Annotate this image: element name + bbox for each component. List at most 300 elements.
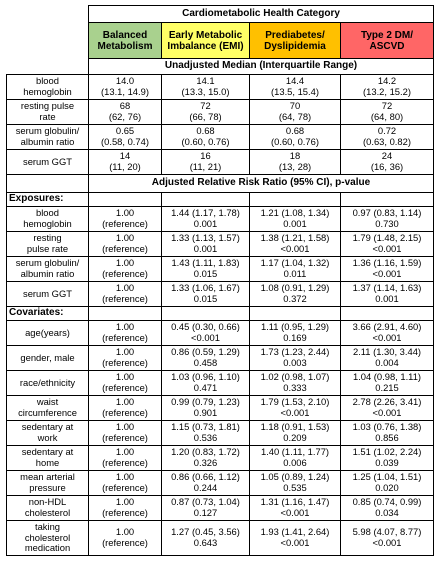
cell-line: cholesterol — [24, 531, 71, 543]
cell-line: 72 — [200, 100, 211, 112]
exposure-value-cell — [250, 282, 341, 307]
cell-line: blood — [36, 207, 59, 219]
exposure-row-label — [7, 282, 89, 307]
cell-line: 18 — [289, 150, 301, 162]
cell-line: 1.37 (1.14, 1.63) — [352, 282, 422, 294]
cell-line: 1.36 (1.16, 1.59) — [352, 257, 422, 269]
cell-line: (0.58, 0.74) — [101, 136, 149, 147]
cell-line: resting pulse — [20, 100, 75, 112]
covariate-row-label — [7, 446, 89, 471]
median-value-cell — [341, 150, 434, 175]
cell-line: 1.11 (0.95, 1.29) — [260, 321, 330, 333]
covariate-value-cell — [89, 371, 162, 396]
cell-line: 2.78 (2.26, 3.41) — [352, 396, 422, 408]
cell-line: 0.97 (0.83, 1.14) — [352, 207, 422, 219]
median-value-cell — [162, 100, 250, 125]
cell-line: (reference) — [102, 537, 148, 548]
median-row-label — [7, 150, 89, 175]
cell-line: 0.004 — [375, 357, 399, 368]
cell-line: 1.20 (0.83, 1.72) — [171, 446, 240, 458]
cell-line: 0.471 — [193, 382, 218, 393]
cell-line: 0.001 — [283, 218, 307, 229]
exposure-value-cell — [341, 282, 434, 307]
median-value-cell — [341, 75, 434, 100]
cell-line: 0.535 — [283, 482, 307, 493]
table-title: Cardiometabolic Health Category — [89, 6, 434, 23]
cell-line: mean arterial — [20, 471, 75, 483]
cell-line: 0.86 (0.66, 1.12) — [171, 471, 240, 483]
exposure-value-cell — [162, 207, 250, 232]
median-section-header: Unadjusted Median (Interquartile Range) — [89, 59, 434, 75]
cell-line: (reference) — [102, 357, 148, 368]
covariate-row-label — [7, 521, 89, 556]
cell-line: 0.45 (0.30, 0.66) — [171, 321, 240, 333]
cell-line: 0.99 (0.79, 1.23) — [171, 396, 240, 408]
covariates-label: Covariates: — [7, 307, 89, 321]
cell-line: 1.15 (0.73, 1.81) — [171, 421, 240, 433]
covariate-value-cell — [162, 346, 250, 371]
cell-line: 1.00 — [115, 421, 135, 433]
cell-line: 1.79 (1.53, 2.10) — [260, 396, 330, 408]
covariate-row — [7, 521, 434, 556]
cell-line: serum GGT — [23, 287, 72, 299]
covariate-value-cell — [89, 446, 162, 471]
cell-line: (11, 20) — [109, 161, 141, 172]
cell-line: 1.00 — [115, 282, 135, 294]
cell-line: work — [37, 432, 58, 443]
cell-line: 0.015 — [193, 268, 218, 279]
median-value-cell — [89, 150, 162, 175]
exposure-row — [7, 232, 434, 257]
covariate-value-cell — [162, 371, 250, 396]
cell-line: 1.73 (1.23, 2.44) — [260, 346, 330, 358]
covariate-row — [7, 346, 434, 371]
cell-line: 1.21 (1.08, 1.34) — [260, 207, 330, 219]
covariate-value-cell — [162, 396, 250, 421]
cell-line: 1.43 (1.11, 1.83) — [171, 257, 240, 269]
covariate-row — [7, 371, 434, 396]
group-header-2 — [162, 23, 250, 59]
group-header-line: Balanced — [102, 29, 148, 41]
cell-line: 1.00 — [115, 526, 135, 538]
exposure-value-cell — [89, 282, 162, 307]
cell-line: 1.00 — [115, 346, 135, 358]
cell-line: pulse rate — [26, 243, 69, 254]
covariate-value-cell — [341, 471, 434, 496]
cell-line: 1.00 — [115, 371, 135, 383]
cell-line: 0.169 — [283, 332, 307, 343]
group-header-row — [7, 23, 434, 59]
covariate-value-cell — [89, 321, 162, 346]
rr-section-header: Adjusted Relative Risk Ratio (95% CI), p-value — [89, 175, 434, 193]
cell-line: <0.001 — [372, 537, 402, 548]
exposure-value-cell — [341, 207, 434, 232]
cell-line: (reference) — [102, 293, 148, 304]
cell-line: 0.326 — [193, 457, 218, 468]
cell-line: 0.006 — [283, 457, 307, 468]
exposure-row — [7, 207, 434, 232]
group-header-line: Dyslipidemia — [264, 40, 326, 52]
covariate-row-label — [7, 396, 89, 421]
cell-line: (13.2, 15.2) — [363, 86, 411, 97]
cell-line: 0.333 — [283, 382, 307, 393]
cell-line: non-HDL — [28, 496, 67, 508]
covariate-row-label — [7, 371, 89, 396]
cell-line: <0.001 — [280, 507, 310, 518]
group-header-line: Prediabetes/ — [265, 29, 325, 41]
covariate-row — [7, 321, 434, 346]
median-value-cell — [250, 75, 341, 100]
cell-line: 1.02 (0.98, 1.07) — [260, 371, 330, 383]
median-row-label — [7, 75, 89, 100]
exposure-value-cell — [162, 282, 250, 307]
group-header-line: Metabolism — [97, 40, 153, 52]
covariate-value-cell — [341, 346, 434, 371]
median-value-cell — [162, 150, 250, 175]
empty-cell — [89, 193, 162, 207]
covariate-row — [7, 396, 434, 421]
covariate-value-cell — [341, 446, 434, 471]
median-row — [7, 75, 434, 100]
blank-cell — [7, 175, 89, 193]
covariate-row — [7, 471, 434, 496]
covariate-value-cell — [341, 521, 434, 556]
cell-line: <0.001 — [372, 243, 402, 254]
covariate-value-cell — [250, 346, 341, 371]
cell-line: (11, 21) — [189, 161, 222, 172]
cell-line: 0.372 — [283, 293, 307, 304]
covariate-value-cell — [250, 521, 341, 556]
exposure-row-label — [7, 232, 89, 257]
median-header-row — [7, 59, 434, 75]
cell-line: 14 — [119, 150, 131, 162]
cell-line: hemoglobin — [23, 86, 72, 97]
cell-line: 0.209 — [283, 432, 307, 443]
covariate-value-cell — [162, 446, 250, 471]
group-header-3 — [250, 23, 341, 59]
group-header-line: ASCVD — [369, 40, 405, 52]
exposure-value-cell — [89, 207, 162, 232]
cell-line: (reference) — [102, 382, 148, 393]
median-value-cell — [89, 100, 162, 125]
cell-line: 0.039 — [375, 457, 399, 468]
cell-line: 0.86 (0.59, 1.29) — [171, 346, 240, 358]
cell-line: serum globulin/ — [15, 257, 80, 269]
cell-line: 0.68 — [285, 125, 305, 137]
cell-line: 1.00 — [115, 396, 135, 408]
cell-line: 0.65 — [115, 125, 135, 137]
cell-line: 1.79 (1.48, 2.15) — [352, 232, 422, 244]
empty-cell — [250, 193, 341, 207]
cell-line: 1.00 — [115, 471, 135, 483]
exposure-value-cell — [250, 207, 341, 232]
cell-line: 1.33 (1.06, 1.67) — [171, 282, 240, 294]
cell-line: 0.127 — [193, 507, 218, 518]
cell-line: (reference) — [102, 332, 148, 343]
cell-line: 14.4 — [285, 75, 305, 87]
covariate-value-cell — [341, 421, 434, 446]
cell-line: 1.04 (0.98, 1.11) — [352, 371, 422, 383]
covariate-value-cell — [250, 371, 341, 396]
cell-line: 0.020 — [375, 482, 399, 493]
covariate-value-cell — [341, 396, 434, 421]
cell-line: 1.08 (0.91, 1.29) — [260, 282, 330, 294]
cell-line: 70 — [289, 100, 301, 112]
cell-line: waist — [36, 396, 59, 408]
cell-line: 5.98 (4.07, 8.77) — [352, 526, 422, 538]
exposures-label-row — [7, 193, 434, 207]
cell-line: 0.901 — [193, 407, 218, 418]
covariate-row-label — [7, 496, 89, 521]
cell-line: gender, male — [20, 351, 75, 363]
cell-line: 0.643 — [193, 537, 218, 548]
group-header-line: Imbalance (EMI) — [167, 40, 244, 52]
cell-line: 1.05 (0.89, 1.24) — [260, 471, 330, 483]
cell-line: 1.18 (0.91, 1.53) — [260, 421, 330, 433]
group-header-4 — [341, 23, 434, 59]
cell-line: 14.0 — [115, 75, 135, 87]
cell-line: 0.011 — [283, 268, 307, 279]
cell-line: serum globulin/ — [15, 125, 80, 137]
covariate-row-label — [7, 321, 89, 346]
cell-line: 0.034 — [375, 507, 399, 518]
cell-line: 1.38 (1.21, 1.58) — [260, 232, 330, 244]
covariate-value-cell — [250, 446, 341, 471]
covariate-value-cell — [162, 421, 250, 446]
cell-line: <0.001 — [372, 332, 402, 343]
group-header-1 — [89, 23, 162, 59]
covariate-value-cell — [341, 371, 434, 396]
cell-line: 0.730 — [375, 218, 399, 229]
blank-cell — [7, 59, 89, 75]
median-value-cell — [250, 150, 341, 175]
exposure-value-cell — [250, 257, 341, 282]
covariate-row-label — [7, 346, 89, 371]
cell-line: 14.1 — [196, 75, 215, 87]
empty-cell — [89, 307, 162, 321]
cell-line: 1.00 — [115, 207, 135, 219]
exposures-label: Exposures: — [7, 193, 89, 207]
cell-line: 1.00 — [115, 446, 135, 458]
cell-line: (13, 28) — [278, 161, 312, 172]
cell-line: age(years) — [25, 326, 70, 338]
cell-line: 0.68 — [196, 125, 215, 137]
cell-line: home — [35, 457, 60, 468]
cell-line: (reference) — [102, 457, 148, 468]
covariate-value-cell — [341, 321, 434, 346]
cell-line: 2.11 (1.30, 3.44) — [352, 346, 422, 358]
cell-line: taking — [34, 521, 61, 533]
cell-line: serum GGT — [23, 155, 72, 167]
cell-line: 1.25 (1.04, 1.51) — [352, 471, 422, 483]
covariate-value-cell — [250, 396, 341, 421]
cell-line: 0.001 — [193, 243, 218, 254]
exposure-value-cell — [89, 257, 162, 282]
covariate-value-cell — [89, 471, 162, 496]
cell-line: circumference — [18, 407, 77, 418]
exposure-value-cell — [162, 257, 250, 282]
cell-line: (reference) — [102, 482, 148, 493]
cell-line: 0.001 — [193, 218, 218, 229]
cell-line: 1.40 (1.11, 1.77) — [260, 446, 330, 458]
cell-line: (13.5, 15.4) — [271, 86, 319, 97]
median-row — [7, 100, 434, 125]
exposure-value-cell — [162, 232, 250, 257]
cell-line: hemoglobin — [23, 218, 72, 229]
cell-line: 0.72 — [377, 125, 397, 137]
exposure-value-cell — [250, 232, 341, 257]
empty-cell — [341, 307, 434, 321]
exposure-value-cell — [341, 232, 434, 257]
cell-line: cholesterol — [24, 507, 71, 518]
cell-line: 1.33 (1.13, 1.57) — [171, 232, 240, 244]
covariate-value-cell — [250, 471, 341, 496]
cell-line: (62, 76) — [108, 111, 142, 122]
cell-line: albumin ratio — [20, 268, 75, 279]
median-row-label — [7, 125, 89, 150]
cell-line: sedentary at — [21, 421, 74, 433]
cell-line: 1.17 (1.04, 1.32) — [260, 257, 330, 269]
table-container — [6, 5, 433, 556]
median-value-cell — [162, 125, 250, 150]
covariate-row — [7, 446, 434, 471]
cell-line: (64, 78) — [278, 111, 312, 122]
blank-cell — [7, 23, 89, 59]
covariate-row — [7, 421, 434, 446]
cell-line: (13.1, 14.9) — [101, 86, 149, 97]
cell-line: 1.03 (0.96, 1.10) — [171, 371, 240, 383]
covariate-value-cell — [341, 496, 434, 521]
cell-line: 1.00 — [115, 257, 135, 269]
cell-line: 0.215 — [375, 382, 399, 393]
cell-line: 1.00 — [115, 496, 135, 508]
median-row — [7, 150, 434, 175]
cell-line: (64, 80) — [370, 111, 404, 122]
cell-line: pressure — [29, 482, 66, 493]
cell-line: 1.03 (0.76, 1.38) — [352, 421, 422, 433]
cell-line: (reference) — [102, 407, 148, 418]
cell-line: 1.27 (0.45, 3.56) — [171, 526, 240, 538]
cell-line: 0.015 — [193, 293, 218, 304]
cell-line: 1.00 — [115, 232, 135, 244]
median-value-cell — [341, 125, 434, 150]
cell-line: (reference) — [102, 218, 148, 229]
cell-line: <0.001 — [372, 407, 402, 418]
cell-line: <0.001 — [280, 537, 310, 548]
covariate-value-cell — [89, 521, 162, 556]
cell-line: rate — [39, 111, 56, 122]
cell-line: medication — [24, 542, 71, 554]
cell-line: (reference) — [102, 268, 148, 279]
cell-line: 0.85 (0.74, 0.99) — [352, 496, 422, 508]
cell-line: 16 — [200, 150, 211, 162]
cell-line: 0.003 — [283, 357, 307, 368]
cell-line: (66, 78) — [189, 111, 222, 122]
cell-line: <0.001 — [191, 332, 220, 343]
cell-line: <0.001 — [280, 407, 310, 418]
exposure-row-label — [7, 257, 89, 282]
covariate-value-cell — [162, 471, 250, 496]
cell-line: <0.001 — [372, 268, 402, 279]
covariate-value-cell — [250, 321, 341, 346]
covariate-row-label — [7, 421, 89, 446]
covariate-row-label — [7, 471, 89, 496]
empty-cell — [162, 193, 250, 207]
cell-line: 24 — [381, 150, 393, 162]
exposure-value-cell — [341, 257, 434, 282]
blank-cell — [7, 6, 89, 23]
cell-line: 1.31 (1.16, 1.47) — [260, 496, 330, 508]
median-value-cell — [341, 100, 434, 125]
cell-line: (reference) — [102, 432, 148, 443]
cell-line: 72 — [381, 100, 393, 112]
rr-header-row — [7, 175, 434, 193]
cell-line: 0.856 — [375, 432, 399, 443]
cell-line: (0.60, 0.76) — [181, 136, 230, 147]
cell-line: (16, 36) — [370, 161, 404, 172]
cell-line: (reference) — [102, 507, 148, 518]
cell-line: sedentary at — [21, 446, 74, 458]
median-row-label — [7, 100, 89, 125]
cell-line: 0.244 — [193, 482, 218, 493]
covariate-value-cell — [89, 496, 162, 521]
cell-line: <0.001 — [280, 243, 310, 254]
covariate-value-cell — [162, 496, 250, 521]
cell-line: 68 — [119, 100, 131, 112]
median-row — [7, 125, 434, 150]
empty-cell — [250, 307, 341, 321]
covariates-label-row — [7, 307, 434, 321]
median-value-cell — [89, 75, 162, 100]
covariate-row — [7, 496, 434, 521]
exposure-row — [7, 282, 434, 307]
title-row — [7, 6, 434, 23]
covariate-value-cell — [89, 346, 162, 371]
cell-line: 14.2 — [377, 75, 397, 87]
cell-line: 0.87 (0.73, 1.04) — [171, 496, 240, 508]
empty-cell — [162, 307, 250, 321]
covariate-value-cell — [250, 421, 341, 446]
median-value-cell — [250, 100, 341, 125]
covariate-value-cell — [162, 521, 250, 556]
cell-line: (reference) — [102, 243, 148, 254]
cell-line: 3.66 (2.91, 4.60) — [352, 321, 422, 333]
covariate-value-cell — [89, 421, 162, 446]
cell-line: (0.63, 0.82) — [363, 136, 411, 147]
cell-line: 1.00 — [115, 321, 135, 333]
cell-line: (0.60, 0.76) — [271, 136, 319, 147]
cell-line: 1.51 (1.02, 2.24) — [352, 446, 422, 458]
group-header-line: Type 2 DM/ — [360, 29, 414, 41]
exposure-value-cell — [89, 232, 162, 257]
cell-line: albumin ratio — [20, 136, 75, 147]
median-value-cell — [162, 75, 250, 100]
covariate-value-cell — [250, 496, 341, 521]
results-table — [6, 5, 434, 556]
covariate-value-cell — [162, 321, 250, 346]
empty-cell — [341, 193, 434, 207]
group-header-line: Early Metabolic — [168, 29, 243, 41]
cell-line: 0.001 — [375, 293, 399, 304]
median-value-cell — [89, 125, 162, 150]
cell-line: blood — [36, 75, 59, 87]
exposure-row-label — [7, 207, 89, 232]
cell-line: 0.458 — [193, 357, 218, 368]
cell-line: 0.536 — [193, 432, 218, 443]
median-value-cell — [250, 125, 341, 150]
exposure-row — [7, 257, 434, 282]
cell-line: 1.93 (1.41, 2.64) — [260, 526, 330, 538]
